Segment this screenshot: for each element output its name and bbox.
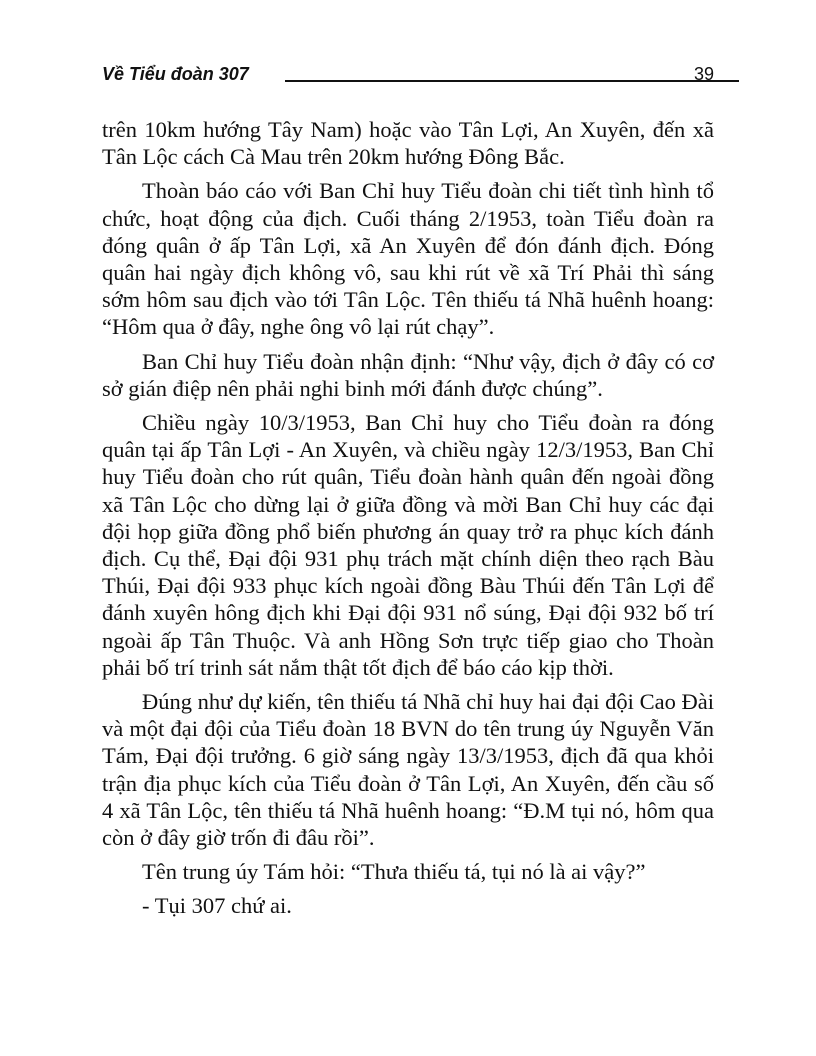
paragraph: - Tụi 307 chứ ai. xyxy=(142,893,292,919)
paragraph: Tên trung úy Tám hỏi: “Thưa thiếu tá, tụi nó là ai vậy?” xyxy=(142,859,646,885)
paragraph: Đúng như dự kiến, tên thiếu tá Nhã chỉ huy hai đại đội Cao Đài và một đại đội của Tiểu đoàn 18 BVN do tên trung úy Nguyễn Văn Tám, Đại đội trưởng. 6 giờ sáng ngày 13/3/1953, địch đã qua khỏi trận địa phục kích của Tiểu đoàn ở Tân Lợi, An Xuyên, đến cầu số 4 xã Tân Lộc, tên thiếu tá Nhã huênh hoang: “Đ.M tụi nó, hôm qua còn ở đây giờ trốn đi đâu rồi”. xyxy=(102,689,714,851)
paragraph-continuation: trên 10km hướng Tây Nam) hoặc vào Tân Lợi, An Xuyên, đến xã Tân Lộc cách Cà Mau trên 20km hướng Đông Bắc. xyxy=(102,117,714,170)
page-number: 39 xyxy=(693,64,714,84)
paragraph: Chiều ngày 10/3/1953, Ban Chỉ huy cho Tiểu đoàn ra đóng quân tại ấp Tân Lợi - An Xuyên, và chiều ngày 12/3/1953, Ban Chỉ huy Tiểu đoàn cho rút quân, Tiểu đoàn hành quân đến ngoài đồng xã Tân Lộc cho dừng lại ở giữa đồng và mời Ban Chỉ huy các đại đội họp giữa đồng phổ biến phương án quay trở ra phục kích đánh địch. Cụ thể, Đại đội 931 phụ trách mặt chính diện theo rạch Bàu Thúi, Đại đội 933 phục kích ngoài đồng Bàu Thúi đến Tân Lợi để đánh xuyên hông địch khi Đại đội 931 nổ súng, Đại đội 932 bố trí ngoài ấp Tân Thuộc. Và anh Hồng Sơn trực tiếp giao cho Thoàn phải bố trí trinh sát nắm thật tốt địch để báo cáo kịp thời. xyxy=(102,410,714,680)
page-body xyxy=(102,116,714,927)
running-header xyxy=(102,62,714,90)
header-title: Về Tiểu đoàn 307 xyxy=(102,64,249,84)
paragraph: Ban Chỉ huy Tiểu đoàn nhận định: “Như vậy, địch ở đây có cơ sở gián điệp nên phải nghi binh mới đánh được chúng”. xyxy=(102,348,714,401)
paragraph: Thoàn báo cáo với Ban Chỉ huy Tiểu đoàn chi tiết tình hình tổ chức, hoạt động của địch. Cuối tháng 2/1953, toàn Tiểu đoàn ra đóng quân ở ấp Tân Lợi, xã An Xuyên để đón đánh địch. Đóng quân hai ngày địch không vô, sau khi rút về xã Trí Phải thì sáng sớm hôm sau địch vào tới Tân Lộc. Tên thiếu tá Nhã huênh hoang: “Hôm qua ở đây, nghe ông vô lại rút chạy”. xyxy=(102,178,714,340)
header-rule xyxy=(285,80,739,82)
